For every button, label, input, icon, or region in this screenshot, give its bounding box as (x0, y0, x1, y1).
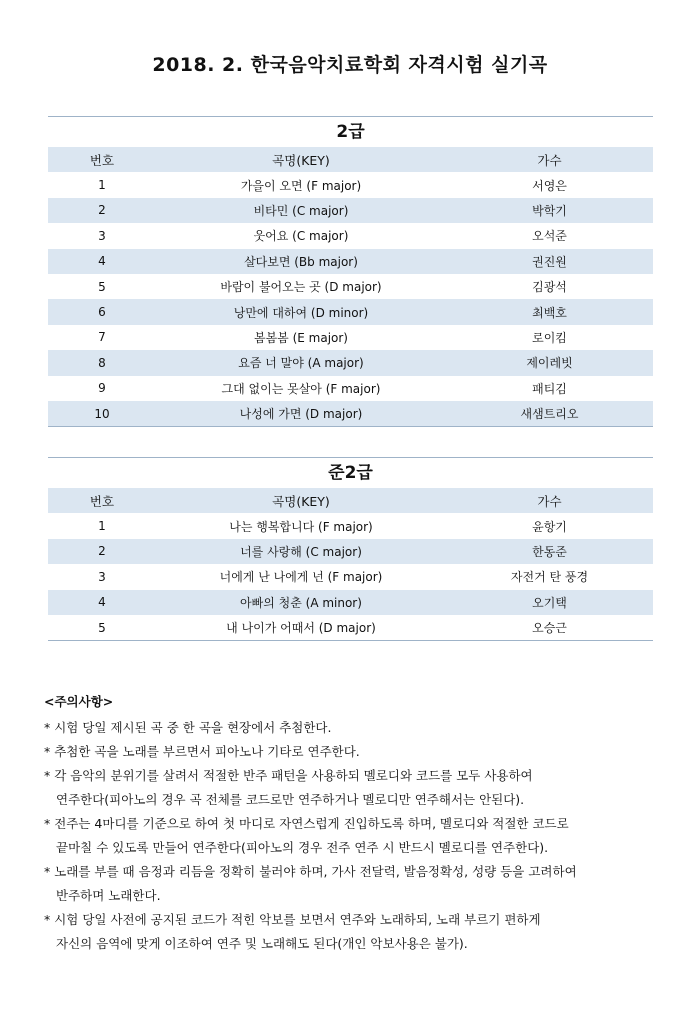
table-header-row (48, 488, 653, 513)
row-song: 아빠의 청춘 (A minor) (156, 590, 446, 615)
row-num: 10 (48, 401, 156, 427)
table-row (48, 223, 653, 248)
row-song: 웃어요 (C major) (253, 229, 349, 244)
row-song: 내 나이가 어때서 (D major) (156, 615, 446, 641)
row-num: 7 (98, 330, 106, 345)
table-row (48, 564, 653, 589)
table-row (48, 539, 653, 564)
grade2-table (48, 147, 653, 427)
row-num: 9 (98, 381, 106, 396)
row-num: 1 (98, 519, 106, 534)
table-header-row (48, 147, 653, 172)
row-num: 4 (48, 590, 156, 615)
note-line: * 전주는 4마디를 기준으로 하여 첫 마디로 자연스럽게 진입하도록 하며, 멜로디와 적절한 코드로 (44, 816, 569, 831)
row-song: 바람이 불어오는 곳 (D major) (220, 280, 382, 295)
row-num: 2 (48, 539, 156, 564)
note-line: 연주한다(피아노의 경우 곡 전체를 코드로만 연주하거나 멜로디만 연주해서는 안된다). (56, 792, 525, 807)
row-num: 1 (98, 178, 106, 193)
row-num: 6 (48, 299, 156, 324)
table-row (48, 172, 653, 197)
row-song: 나는 행복합니다 (F major) (229, 519, 373, 534)
col-header-num: 번호 (48, 147, 156, 172)
note-line: 끝마칠 수 있도록 만들어 연주한다(피아노의 경우 전주 연주 시 반드시 멜로디를 연주한다). (56, 840, 549, 855)
row-song: 비타민 (C major) (156, 198, 446, 223)
col-header-song: 곡명(KEY) (156, 488, 446, 513)
table-row (48, 513, 653, 538)
row-song: 나성에 가면 (D major) (156, 401, 446, 427)
col-header-singer: 가수 (446, 488, 653, 513)
row-singer: 최백호 (446, 299, 653, 324)
page-title: 2018. 2. 한국음악치료학회 자격시험 실기곡 (152, 54, 548, 76)
table-row (48, 350, 653, 375)
note-line: 반주하며 노래한다. (56, 888, 161, 903)
grade-sub2-table (48, 488, 653, 641)
row-song: 요즘 너 말야 (A major) (156, 350, 446, 375)
notes-title: <주의사항> (44, 694, 114, 709)
row-song: 살다보면 (Bb major) (156, 249, 446, 274)
grade-sub2-section (48, 457, 653, 641)
row-singer: 박학기 (446, 198, 653, 223)
row-singer: 서영은 (532, 178, 567, 193)
col-header-num: 번호 (48, 488, 156, 513)
row-song: 낭만에 대하여 (D minor) (156, 299, 446, 324)
note-line: * 시험 당일 제시된 곡 중 한 곡을 현장에서 추첨한다. (44, 720, 332, 735)
row-num: 3 (98, 228, 106, 243)
row-singer: 자전거 탄 풍경 (510, 570, 589, 585)
note-line: * 각 음악의 분위기를 살려서 적절한 반주 패턴을 사용하되 멜로디와 코드를 모두 사용하여 (44, 768, 533, 783)
row-singer: 로이킴 (532, 330, 567, 345)
notes-section (44, 690, 664, 956)
row-singer: 오승근 (446, 615, 653, 641)
row-num: 8 (48, 350, 156, 375)
row-num: 4 (48, 249, 156, 274)
row-num: 5 (98, 279, 106, 294)
note-line: * 시험 당일 사전에 공지된 코드가 적힌 악보를 보면서 연주와 노래하되, 노래 부르기 편하게 (44, 912, 541, 927)
row-song: 봄봄봄 (E major) (253, 330, 348, 345)
row-singer: 오석준 (532, 229, 567, 244)
col-header-song: 곡명(KEY) (156, 147, 446, 172)
grade-sub2-heading: 준2급 (48, 457, 653, 488)
table-row (48, 249, 653, 274)
col-header-singer: 가수 (446, 147, 653, 172)
note-line: * 노래를 부를 때 음정과 리듬을 정확히 불러야 하며, 가사 전달력, 발음정확성, 성량 등을 고려하여 (44, 864, 577, 879)
row-singer: 김광석 (532, 280, 567, 295)
row-num: 3 (98, 569, 106, 584)
row-singer: 새샘트리오 (446, 401, 653, 427)
row-song: 너에게 난 나에게 넌 (F major) (219, 570, 383, 585)
row-song: 그대 없이는 못살아 (F major) (221, 381, 381, 396)
table-row (48, 401, 653, 427)
row-singer: 제이레빗 (446, 350, 653, 375)
table-row (48, 274, 653, 299)
table-row (48, 590, 653, 615)
grade2-heading: 2급 (48, 116, 653, 147)
notes-list (44, 716, 664, 956)
row-singer: 윤항기 (532, 519, 567, 534)
note-line: 자신의 음역에 맞게 이조하여 연주 및 노래해도 된다(개인 악보사용은 불가). (56, 936, 468, 951)
row-singer: 오기택 (446, 590, 653, 615)
row-singer: 권진원 (446, 249, 653, 274)
row-num: 2 (48, 198, 156, 223)
table-row (48, 299, 653, 324)
table-row (48, 615, 653, 641)
table-row (48, 376, 653, 401)
row-song: 너를 사랑해 (C major) (156, 539, 446, 564)
table-row (48, 198, 653, 223)
table-row (48, 325, 653, 350)
row-num: 5 (48, 615, 156, 641)
row-singer: 한동준 (446, 539, 653, 564)
row-singer: 패티김 (532, 381, 567, 396)
grade2-section (48, 116, 653, 427)
note-line: * 추첨한 곡을 노래를 부르면서 피아노나 기타로 연주한다. (44, 744, 360, 759)
row-song: 가을이 오면 (F major) (240, 178, 362, 193)
